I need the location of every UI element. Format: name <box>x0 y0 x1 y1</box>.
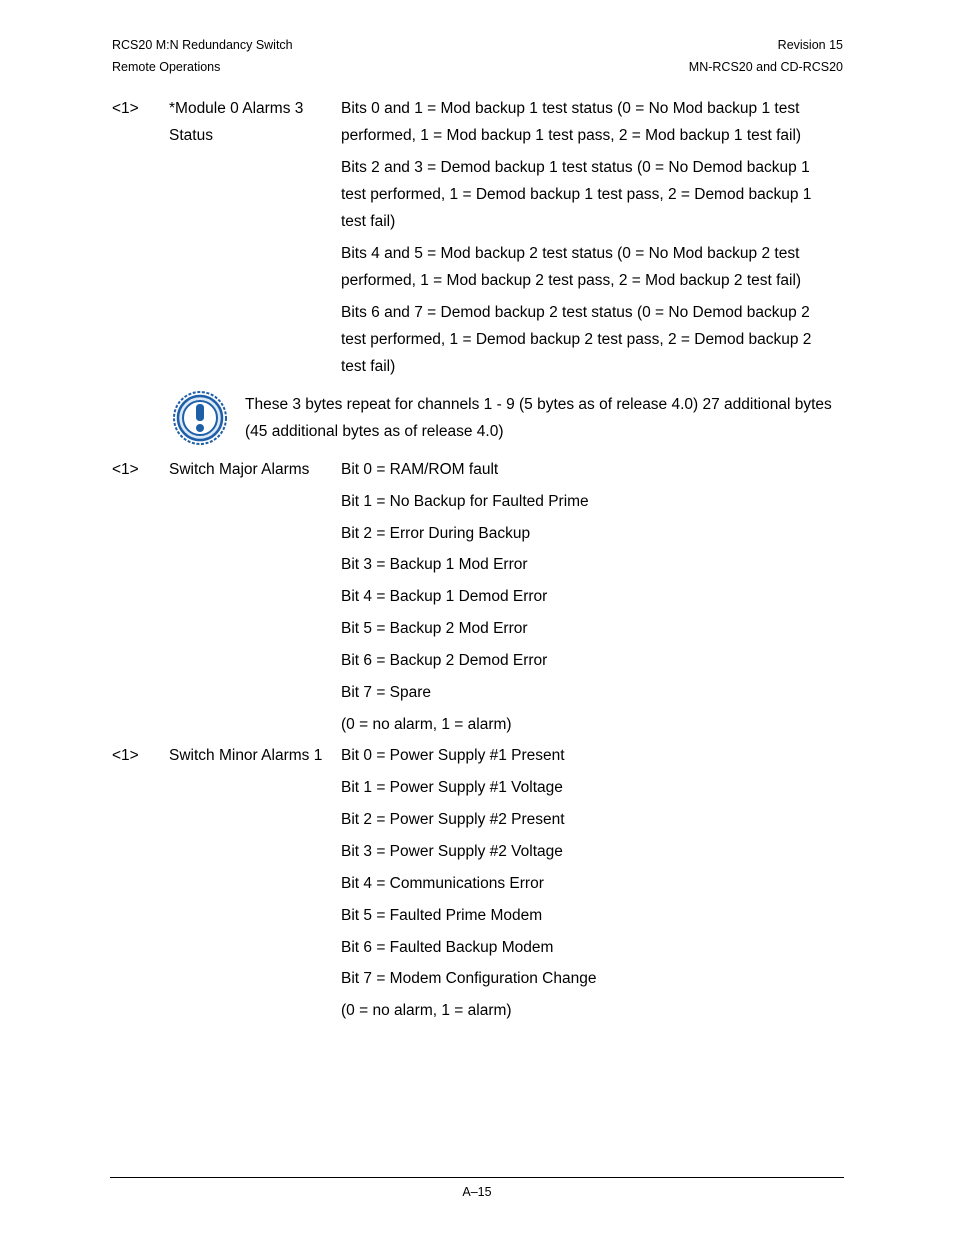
bit-legend: (0 = no alarm, 1 = alarm) <box>341 1002 512 1019</box>
bit-description: Bit 5 = Faulted Prime Modem <box>341 907 543 924</box>
note-text-line: (45 additional bytes as of release 4.0) <box>245 423 504 440</box>
bit-description: Bit 4 = Backup 1 Demod Error <box>341 588 548 605</box>
bit-description: Bit 3 = Backup 1 Mod Error <box>341 556 528 573</box>
note-text-line: These 3 bytes repeat for channels 1 - 9 (5 bytes as of release 4.0) 27 additional bytes <box>245 396 832 413</box>
entry-desc-line: Bits 6 and 7 = Demod backup 2 test status (0 = No Demod backup 2 <box>341 304 810 321</box>
bit-description: Bit 4 = Communications Error <box>341 875 544 892</box>
bit-description: Bit 1 = No Backup for Faulted Prime <box>341 493 589 510</box>
entry-desc-line: test fail) <box>341 213 396 230</box>
footer-divider <box>110 1177 844 1178</box>
entry-desc-line: test performed, 1 = Demod backup 1 test pass, 2 = Demod backup 1 <box>341 186 812 203</box>
entry-desc-line: Bits 4 and 5 = Mod backup 2 test status (0 = No Mod backup 2 test <box>341 245 800 262</box>
bit-description: Bit 2 = Power Supply #2 Present <box>341 811 565 828</box>
bit-description: Bit 3 = Power Supply #2 Voltage <box>341 843 563 860</box>
header-document-number: MN-RCS20 and CD-RCS20 <box>688 60 843 74</box>
entry-desc-line: Bits 0 and 1 = Mod backup 1 test status (0 = No Mod backup 1 test <box>341 100 800 117</box>
bit-description: Bit 0 = RAM/ROM fault <box>341 461 499 478</box>
header-document-title: RCS20 M:N Redundancy Switch <box>112 38 293 52</box>
bit-description: Bit 0 = Power Supply #1 Present <box>341 747 565 764</box>
entry-name-line: *Module 0 Alarms 3 <box>169 100 304 117</box>
page-number: A–15 <box>462 1185 492 1199</box>
entry-name: Switch Major Alarms <box>169 461 310 478</box>
bit-description: Bit 6 = Backup 2 Demod Error <box>341 652 548 669</box>
header-section-title: Remote Operations <box>112 60 221 74</box>
bit-description: Bit 7 = Modem Configuration Change <box>341 970 597 987</box>
entry-byte-count: <1> <box>112 100 139 117</box>
entry-byte-count: <1> <box>112 747 139 764</box>
entry-desc-line: test fail) <box>341 358 396 375</box>
entry-desc-line: performed, 1 = Mod backup 1 test pass, 2 = Mod backup 1 test fail) <box>341 127 802 144</box>
bit-description: Bit 7 = Spare <box>341 684 432 701</box>
bit-description: Bit 6 = Faulted Backup Modem <box>341 939 554 956</box>
entry-byte-count: <1> <box>112 461 139 478</box>
header-revision: Revision 15 <box>777 38 843 52</box>
entry-desc-line: test performed, 1 = Demod backup 2 test pass, 2 = Demod backup 2 <box>341 331 812 348</box>
bit-legend: (0 = no alarm, 1 = alarm) <box>341 716 512 733</box>
bit-description: Bit 2 = Error During Backup <box>341 525 531 542</box>
entry-name: Switch Minor Alarms 1 <box>169 747 323 764</box>
entry-desc-line: Bits 2 and 3 = Demod backup 1 test status (0 = No Demod backup 1 <box>341 159 810 176</box>
bit-description: Bit 1 = Power Supply #1 Voltage <box>341 779 563 796</box>
entry-desc-line: performed, 1 = Mod backup 2 test pass, 2 = Mod backup 2 test fail) <box>341 272 802 289</box>
important-notice-icon <box>172 390 228 446</box>
entry-name-line: Status <box>169 127 213 144</box>
bit-description: Bit 5 = Backup 2 Mod Error <box>341 620 528 637</box>
